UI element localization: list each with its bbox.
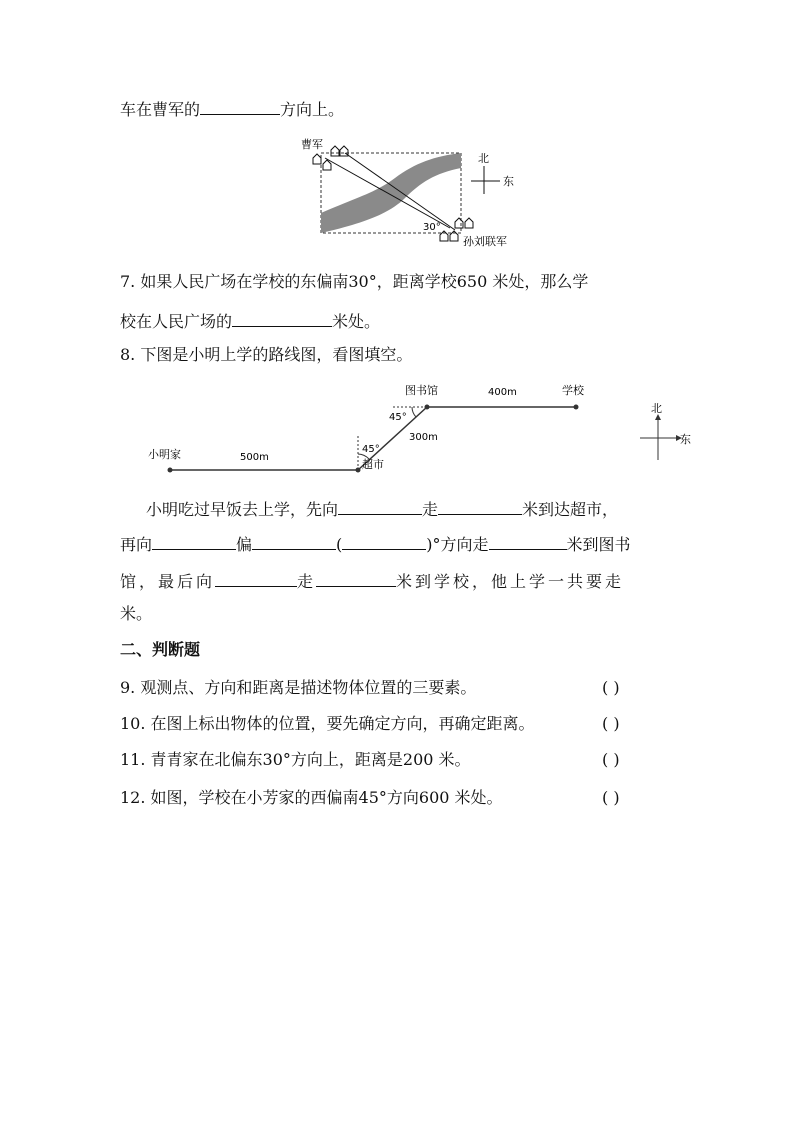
q7-line2 [120,310,380,332]
answer-paren-12[interactable]: ( ) [602,788,620,807]
judgment-10: 10. 在图上标出物体的位置，要先确定方向，再确定距离。 [120,714,535,733]
label-library: 图书馆 [405,384,438,397]
point-library [425,405,430,410]
q8-para-line3 [120,570,624,592]
label-sun: 孙刘联军 [463,235,507,248]
label-market: 超市 [362,458,384,471]
compass-east: 东 [503,175,514,188]
point-market [356,468,361,473]
judgment-11: 11. 青青家在北偏东30°方向上，距离是200 米。 [120,750,471,769]
point-school [574,405,579,410]
point-home [168,468,173,473]
q8-text: )°方向走 [426,535,489,554]
q8-blank-dir2b[interactable] [252,533,336,550]
compass-north: 北 [651,402,662,415]
q8-text: 馆，最后向 [120,572,216,591]
q8-blank-dist3[interactable] [316,570,396,587]
q8-text: 走 [297,572,317,591]
q8-blank-dist2[interactable] [489,533,567,550]
q8-route-figure [140,378,700,478]
q8-text: 偏 [236,535,253,554]
q8-text: 米到图书 [566,535,631,554]
q8-text: 再向 [120,535,153,554]
q6-answer-line [120,98,344,120]
q7-line1: 7. 如果人民广场在学校的东偏南30°，距离学校650 米处，那么学 [120,272,589,291]
q8-text: 走 [422,500,439,519]
q8-blank-dir2a[interactable] [152,533,236,550]
q8-text: 小明吃过早饭去上学，先向 [146,500,339,519]
q6-blank[interactable] [200,98,280,115]
q7-prefix: 校在人民广场的 [120,312,233,331]
q8-para-line1 [146,498,618,520]
answer-paren-11[interactable]: ( ) [602,750,620,769]
angle-label: 30° [423,222,441,233]
label-seg2: 300m [409,432,438,443]
q8-para-line4: 米。 [120,604,153,623]
judgment-12: 12. 如图，学校在小芳家的西偏南45°方向600 米处。 [120,788,503,807]
q8-blank-dir3[interactable] [215,570,297,587]
answer-paren-10[interactable]: ( ) [602,714,620,733]
label-seg3: 400m [488,387,517,398]
angle-arc-library [412,407,416,417]
q7-blank[interactable] [232,310,332,327]
q7-suffix: 米处。 [332,312,381,331]
q6-figure [295,138,525,253]
q6-suffix: 方向上。 [280,100,345,119]
q6-river [321,153,461,233]
q8-text: 米到学校，他上学一共要走 [396,572,625,591]
q8-blank-dir1[interactable] [338,498,422,515]
q8-title: 8. 下图是小明上学的路线图，看图填空。 [120,345,413,364]
q8-para-line2 [120,533,631,555]
judgment-9: 9. 观测点、方向和距离是描述物体位置的三要素。 [120,678,477,697]
section2-title: 二、判断题 [120,640,201,659]
label-home: 小明家 [148,448,181,461]
compass-east: 东 [680,433,691,446]
q8-text: ( [336,535,343,554]
q8-blank-dist1[interactable] [438,498,522,515]
q8-blank-angle[interactable] [342,533,426,550]
label-school: 学校 [562,384,584,397]
label-angle1: 45° [362,444,380,455]
compass-north: 北 [478,152,489,165]
label-seg1: 500m [240,452,269,463]
label-angle2: 45° [389,412,407,423]
answer-paren-9[interactable]: ( ) [602,678,620,697]
q6-prefix: 车在曹军的 [120,100,201,119]
label-cao: 曹军 [301,138,323,151]
q8-text: 米到达超市， [522,500,619,519]
